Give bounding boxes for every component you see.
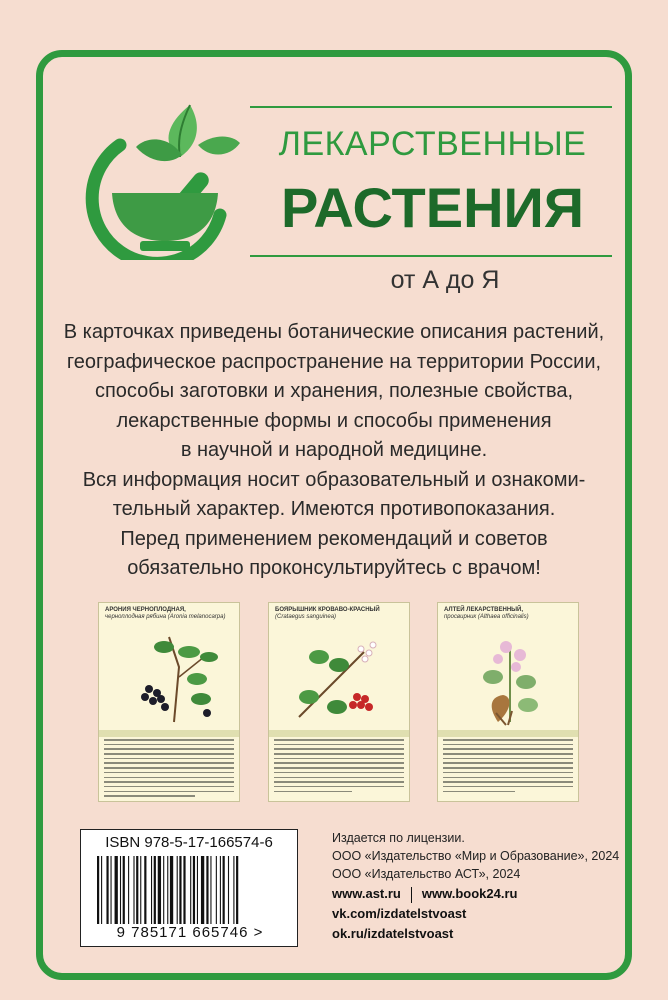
card-title bbox=[444, 607, 574, 621]
description-line: Вся информация носит образовательный и ознакоми- bbox=[82, 468, 586, 491]
description-line: лекарственные формы и способы применения bbox=[116, 409, 552, 432]
card-text-block bbox=[443, 739, 573, 801]
hawthorn-illustration-icon bbox=[279, 627, 401, 727]
plant-card bbox=[98, 602, 240, 802]
plant-card bbox=[268, 602, 410, 802]
mortar-and-pestle-logo-icon bbox=[70, 85, 248, 260]
aronia-illustration-icon bbox=[109, 627, 231, 727]
marshmallow-illustration-icon bbox=[448, 627, 570, 727]
description-line: в научной и народной медицине. bbox=[180, 439, 488, 461]
isbn-barcode-box bbox=[80, 829, 298, 947]
links-block bbox=[332, 884, 622, 944]
license-line: Издается по лицензии. bbox=[332, 831, 465, 845]
card-subtitle: (Crataegus sanguinea) bbox=[275, 614, 337, 620]
title-line-2: РАСТЕНИЯ bbox=[280, 176, 585, 239]
card-title bbox=[105, 607, 235, 621]
plant-card bbox=[437, 602, 579, 802]
link-divider bbox=[411, 887, 412, 903]
card-section-band bbox=[269, 730, 409, 737]
card-name: АЛТЕЙ ЛЕКАРСТВЕННЫЙ, bbox=[444, 607, 524, 613]
title-top-rule bbox=[250, 106, 612, 108]
barcode-icon bbox=[95, 856, 285, 924]
license-line: ООО «Издательство «Мир и Образование», 2024 bbox=[332, 849, 620, 863]
site-link-ast[interactable]: www.ast.ru bbox=[332, 886, 401, 901]
site-link-book24[interactable]: www.book24.ru bbox=[421, 886, 518, 901]
description-line: географическое распространение на территории России, bbox=[66, 350, 602, 373]
title-line-1: ЛЕКАРСТВЕННЫЕ bbox=[278, 125, 587, 163]
card-title bbox=[275, 607, 405, 621]
card-text-block bbox=[274, 739, 404, 801]
card-subtitle: просвирник (Althaea officinalis) bbox=[444, 614, 529, 620]
title-bottom-rule bbox=[250, 255, 612, 257]
card-section-band bbox=[438, 730, 578, 737]
description-line: способы заготовки и хранения, полезные свойства, bbox=[94, 380, 574, 402]
ok-link[interactable]: ok.ru/izdatelstvoast bbox=[332, 926, 454, 941]
isbn-label: ISBN 978-5-17-166574-6 bbox=[105, 834, 273, 851]
card-section-band bbox=[99, 730, 239, 737]
barcode-digits: 9 785171 665746 > bbox=[116, 924, 264, 941]
card-name: АРОНИЯ ЧЕРНОПЛОДНАЯ, bbox=[105, 607, 186, 613]
card-name: БОЯРЫШНИК КРОВАВО-КРАСНЫЙ bbox=[275, 607, 380, 613]
vk-link[interactable]: vk.com/izdatelstvoast bbox=[332, 906, 467, 921]
description-line: тельный характер. Имеются противопоказания. bbox=[112, 498, 556, 520]
license-block bbox=[332, 829, 622, 883]
subtitle: от А до Я bbox=[390, 266, 500, 294]
description-line: Перед применением рекомендаций и советов bbox=[120, 527, 548, 550]
card-text-block bbox=[104, 739, 234, 801]
description bbox=[50, 318, 618, 584]
description-line: обязательно проконсультируйтесь с врачом! bbox=[127, 557, 541, 579]
card-subtitle: черноплодная рябина (Aronia melanocarpa) bbox=[105, 614, 226, 620]
license-line: ООО «Издательство АСТ», 2024 bbox=[332, 867, 521, 881]
description-line: В карточках приведены ботанические описания растений, bbox=[63, 321, 605, 343]
